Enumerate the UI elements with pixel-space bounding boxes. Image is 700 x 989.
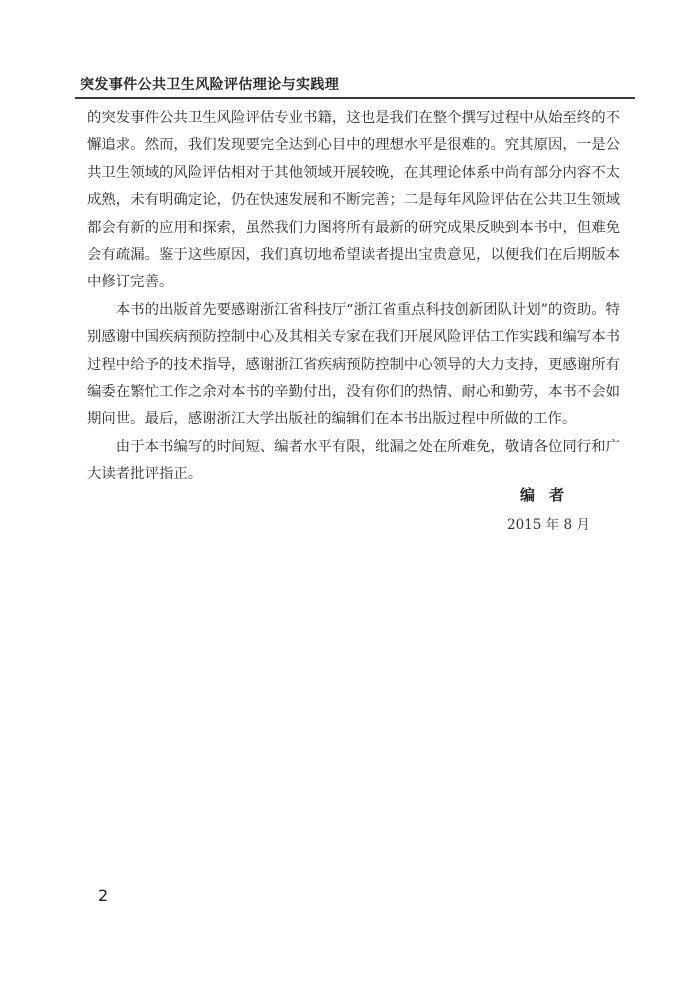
paragraph-continued: 的突发事件公共卫生风险评估专业书籍，这也是我们在整个撰写过程中从始至终的不懈追求。然而，我们发现要完全达到心目中的理想水平是很难的。究其原因，一是公共卫生领域的风险评估相对于其他领域开展较晚，在其理论体系中尚有部分内容不太成熟，未有明确定论，仍在快速发展和不断完善；二是每年风险评估在公共卫生领域都会有新的应用和探索，虽然我们力图将所有最新的研究成果反映到本书中，但难免会有疏漏。鉴于这些原因，我们真切地希望读者提出宝贵意见，以便我们在后期版本中修订完善。	[87, 110, 620, 291]
page-number: 2	[98, 886, 109, 905]
running-header	[75, 71, 635, 99]
paragraph-closing: 由于本书编写的时间短、编者水平有限，纰漏之处在所难免，敬请各位同行和广大读者批评指正。	[87, 438, 620, 483]
signature-date: 2015 年 8 月	[507, 517, 590, 533]
running-header-title: 突发事件公共卫生风险评估理论与实践理	[80, 77, 340, 93]
body-text	[87, 105, 620, 489]
author-signature: 编者	[520, 486, 579, 504]
paragraph-acknowledgements: 本书的出版首先要感谢浙江省科技厅“浙江省重点科技创新团队计划”的资助。特别感谢中国疾病预防控制中心及其相关专家在我们开展风险评估工作实践和编写本书过程中给予的技术指导，感谢浙江省疾病预防控制中心领导的大力支持，更感谢所有编委在繁忙工作之余对本书的辛勤付出，没有你们的热情、耐心和勤劳，本书不会如期问世。最后，感谢浙江大学出版社的编辑们在本书出版过程中所做的工作。	[87, 301, 620, 428]
